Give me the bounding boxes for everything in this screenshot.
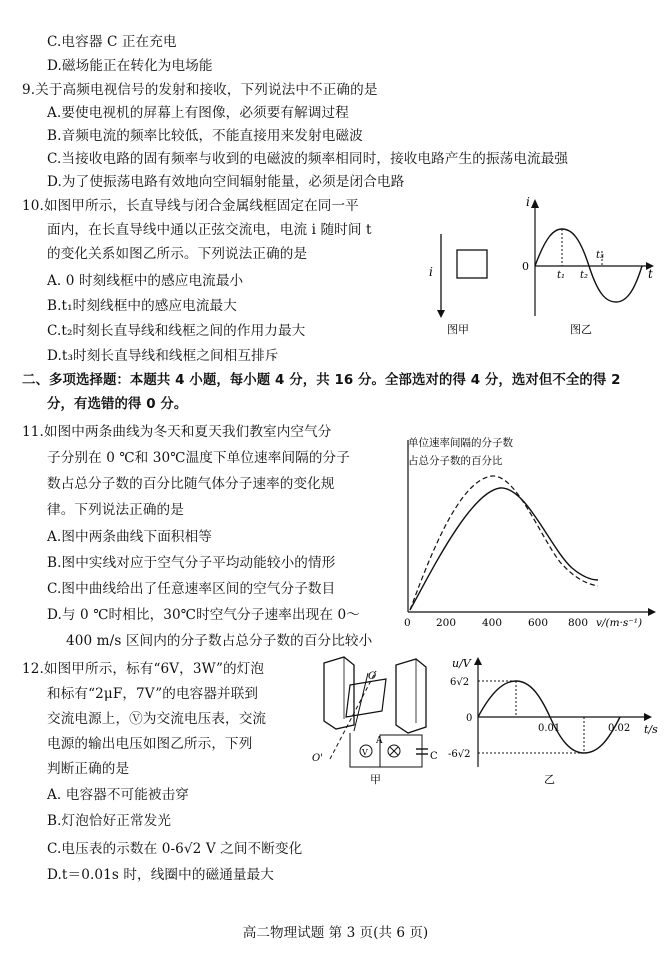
q8-option-c: C.电容器 C 正在充电	[47, 34, 177, 50]
q11-option-d-cont: 400 m/s 区间内的分子数占总分子数的百分比较小	[66, 633, 373, 649]
origin-label: 0	[522, 260, 529, 273]
y-axis-label: i	[526, 196, 530, 209]
q9-stem: 9.关于高频电视信号的发射和接收，下列说法中不正确的是	[22, 82, 378, 98]
q10-option-d: D.t₃时刻长直导线和线框之间相互排斥	[47, 348, 279, 364]
chart-ylabel-line1: 单位速率间隔的分子数	[408, 437, 513, 449]
q10-stem-line3: 的变化关系如图乙所示。下列说法正确的是	[47, 246, 308, 262]
q12-voltage-graph	[448, 655, 663, 785]
q12-option-c: C.电压表的示数在 0-6√2 V 之间不断变化	[47, 841, 303, 857]
q12-option-a: A. 电容器不可能被击穿	[47, 787, 190, 803]
q10-figure-b	[510, 196, 660, 338]
x-tick-800: 800	[568, 617, 589, 629]
q12-option-b: B.灯泡恰好正常发光	[47, 813, 172, 829]
q12-stem-line5: 判断正确的是	[47, 761, 130, 777]
q8-option-d: D.磁场能正在转化为电场能	[47, 58, 213, 74]
chart-ylabel-line2: 占总分子数的百分比	[408, 455, 503, 467]
x-axis-label: t	[648, 267, 653, 281]
q12-figure-a-caption: 甲	[370, 773, 381, 785]
q10-stem-line1: 10.如图甲所示，长直导线与闭合金属线框固定在同一平	[22, 198, 359, 214]
u-axis-label: u/V	[452, 657, 471, 670]
axis-o-prime-label: O'	[312, 753, 323, 764]
q11-stem-line1: 11.如图中两条曲线为冬天和夏天我们教室内空气分	[22, 424, 332, 440]
q9-option-d: D.为了使振荡电路有效地向空间辐射能量，必须是闭合电路	[47, 174, 405, 190]
q9-option-a: A.要使电视机的屏幕上有图像，必须要有解调过程	[47, 105, 349, 121]
x-tick-600: 600	[528, 617, 549, 629]
q11-speed-distribution-chart	[400, 432, 662, 632]
q11-option-c: C.图中曲线给出了任意速率区间的空气分子数目	[47, 581, 336, 597]
u-max-label: 6√2	[450, 677, 470, 688]
t-axis-label: t/s	[644, 723, 658, 736]
q11-option-a: A.图中两条曲线下面积相等	[47, 529, 212, 545]
q9-option-b: B.音频电流的频率比较低，不能直接用来发射电磁波	[47, 128, 363, 144]
q11-option-b: B.图中实线对应于空气分子平均动能较小的情形	[47, 555, 336, 571]
point-a-label: A	[376, 736, 383, 746]
t-0.02-label: 0.02	[608, 723, 631, 734]
q12-stem-line1: 12.如图甲所示，标有“6V，3W”的灯泡	[22, 661, 265, 677]
u-min-label: -6√2	[448, 749, 471, 760]
x-tick-200: 200	[436, 617, 457, 629]
dashed-curve	[410, 476, 598, 610]
q10-option-b: B.t₁时刻线框中的感应电流最大	[47, 298, 237, 314]
q12-stem-line4: 电源的输出电压如图乙所示，下列	[47, 736, 253, 752]
page-footer: 高二物理试题 第 3 页(共 6 页)	[242, 925, 429, 941]
q12-stem-line3: 交流电源上，Ⓥ为交流电压表，交流	[47, 711, 267, 727]
voltmeter-label: V	[362, 748, 368, 757]
q12-generator-figure	[310, 655, 445, 785]
q11-stem-line2: 子分别在 0 ℃和 30℃温度下单位速率间隔的分子	[47, 450, 350, 466]
current-label: i	[429, 265, 433, 279]
q9-option-c: C.当接收电路的固有频率与收到的电磁波的频率相同时，接收电路产生的振荡电流最强	[47, 151, 569, 167]
capacitor-label: C	[430, 751, 438, 762]
q11-option-d: D.与 0 ℃时相比，30℃时空气分子速率出现在 0～	[47, 607, 360, 623]
t-0.01-label: 0.01	[538, 723, 561, 734]
q12-stem-line2: 和标有“2μF，7V”的电容器并联到	[47, 686, 259, 702]
x-tick-400: 400	[482, 617, 503, 629]
q10-option-c: C.t₂时刻长直导线和线框之间的作用力最大	[47, 323, 306, 339]
x-tick-0: 0	[404, 617, 411, 629]
t1-label: t₁	[557, 270, 566, 281]
figure-a-caption: 图甲	[447, 323, 469, 336]
chart-xlabel: v/(m·s⁻¹)	[596, 617, 643, 629]
q12-option-d: D.t＝0.01s 时，线圈中的磁通量最大	[47, 867, 274, 883]
section2-heading-cont: 分，有选错的得 0 分。	[47, 397, 188, 412]
q12-figure-b-caption: 乙	[544, 773, 555, 785]
axis-o-label: O	[368, 671, 377, 682]
origin-label: 0	[466, 713, 473, 724]
section2-heading: 二、多项选择题：本题共 4 小题，每小题 4 分，共 16 分。全部选对的得 4 分，选对但不全的得 2	[22, 373, 621, 388]
q10-option-a: A. 0 时刻线框中的感应电流最小	[47, 273, 244, 289]
solid-curve	[410, 488, 598, 610]
q11-stem-line3: 数占总分子数的百分比随气体分子速率的变化规	[47, 476, 335, 492]
wire-frame	[457, 250, 487, 278]
figure-b-caption: 图乙	[570, 323, 592, 336]
q11-stem-line4: 律。下列说法正确的是	[47, 502, 184, 518]
t2-label: t₂	[580, 270, 589, 281]
q10-figure-a	[425, 228, 505, 338]
q10-stem-line2: 面内，在长直导线中通以正弦交流电，电流 i 随时间 t	[47, 222, 372, 238]
t3-label: t₃	[596, 250, 605, 261]
